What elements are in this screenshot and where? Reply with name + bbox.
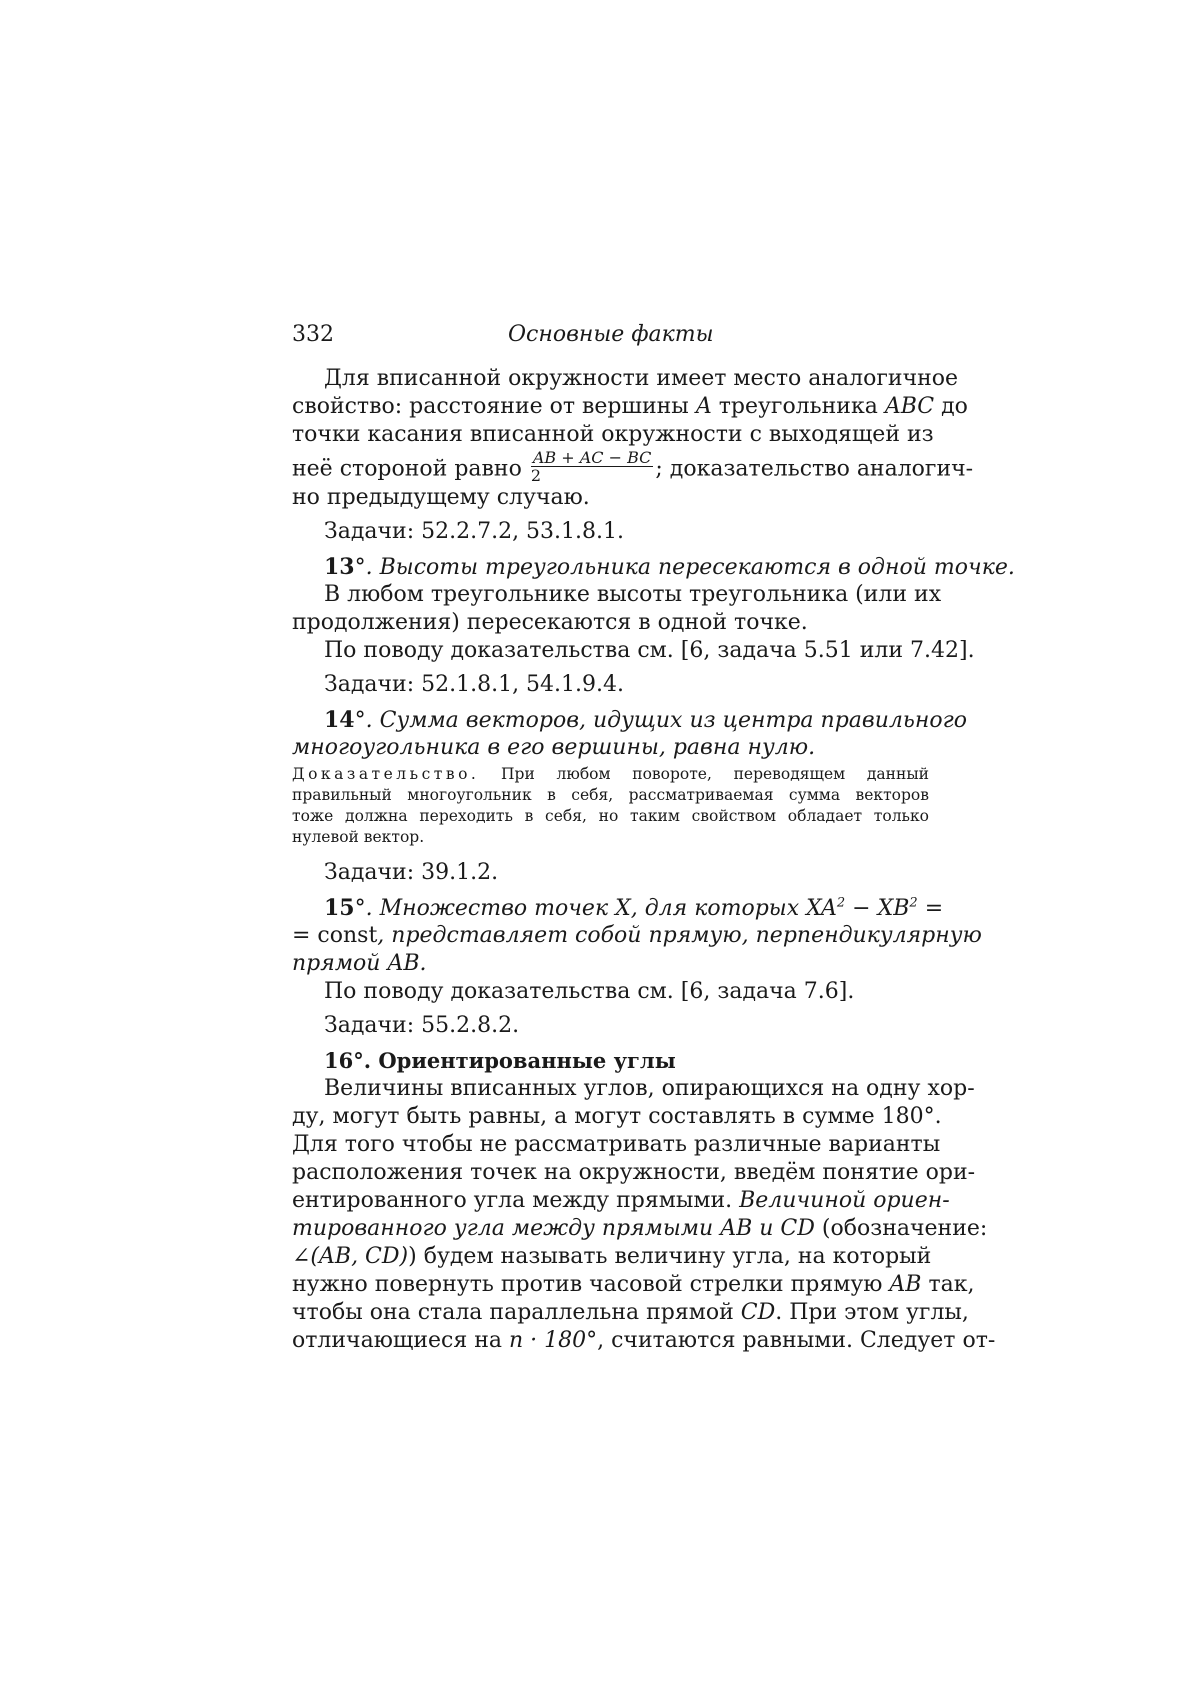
tasks-line: Задачи: 55.2.8.2. [324, 1012, 519, 1040]
proof-line: тоже должна переходить в себя, но таким свойством обладает только [292, 806, 929, 827]
paragraph-line: чтобы она стала параллельна прямой CD. При этом углы, [292, 1299, 929, 1327]
paragraph-line: расположения точек на окружности, введём понятие ори- [292, 1159, 929, 1187]
fact-14-statement-cont: многоугольника в его вершины, равна нулю. [292, 734, 815, 762]
paragraph-line: Для того чтобы не рассматривать различные варианты [292, 1131, 929, 1159]
running-title: Основные факты [508, 322, 714, 347]
fact-15-statement-cont: прямой AB. [292, 950, 427, 978]
paragraph-line: ду, могут быть равны, а могут составлять в сумме 180°. [292, 1103, 929, 1131]
proof-line: правильный многоугольник в себя, рассматриваемая сумма векторов [292, 785, 929, 806]
tasks-line: Задачи: 52.2.7.2, 53.1.8.1. [324, 518, 624, 546]
paragraph-line: нужно повернуть против часовой стрелки прямую AB так, [292, 1271, 929, 1299]
paragraph-line: свойство: расстояние от вершины A треугольника ABC до [292, 393, 929, 421]
section-title: 16°. Ориентированные углы [324, 1047, 676, 1075]
tasks-line: Задачи: 52.1.8.1, 54.1.9.4. [324, 671, 624, 699]
proof-reference: По поводу доказательства см. [6, задача 5.51 или 7.42]. [324, 637, 975, 665]
paragraph-line: Для вписанной окружности имеет место аналогичное [324, 365, 929, 393]
paragraph-line: тированного угла между прямыми AB и CD (обозначение: [292, 1215, 929, 1243]
page-number: 332 [292, 322, 334, 347]
paragraph-line: В любом треугольнике высоты треугольника (или их [324, 581, 929, 609]
paragraph-line: но предыдущему случаю. [292, 484, 590, 512]
paragraph-line: продолжения) пересекаются в одной точке. [292, 609, 808, 637]
tasks-line: Задачи: 39.1.2. [324, 859, 498, 887]
fraction: AB + AC − BC 2 [531, 449, 654, 484]
fact-14-statement: 14°. Сумма векторов, идущих из центра правильного [324, 706, 929, 735]
paragraph-line: ∠(AB, CD)) будем называть величину угла, на который [292, 1243, 929, 1271]
paragraph-line: Величины вписанных углов, опирающихся на одну хор- [324, 1075, 929, 1103]
paragraph-line: ентированного угла между прямыми. Величиной ориен- [292, 1187, 929, 1215]
proof-line: нулевой вектор. [292, 827, 424, 848]
paragraph-line: точки касания вписанной окружности с выходящей из [292, 421, 929, 449]
fact-13-statement: 13°. Высоты треугольника пересекаются в одной точке. [324, 553, 1015, 582]
fact-15-statement: 15°. Множество точек X, для которых XA2 − XB2 = [324, 894, 929, 923]
paragraph-line: отличающиеся на n · 180°, считаются равными. Следует от- [292, 1327, 929, 1355]
paragraph-line-with-fraction: неё стороной равно AB + AC − BC 2 ; доказательство аналогич- [292, 455, 929, 484]
fact-15-statement-cont: = const, представляет собой прямую, перпендикулярную [292, 922, 929, 950]
proof-line: Доказательство. При любом повороте, переводящем данный [292, 764, 929, 785]
book-page [0, 0, 1200, 1698]
proof-reference: По поводу доказательства см. [6, задача 7.6]. [324, 978, 854, 1006]
